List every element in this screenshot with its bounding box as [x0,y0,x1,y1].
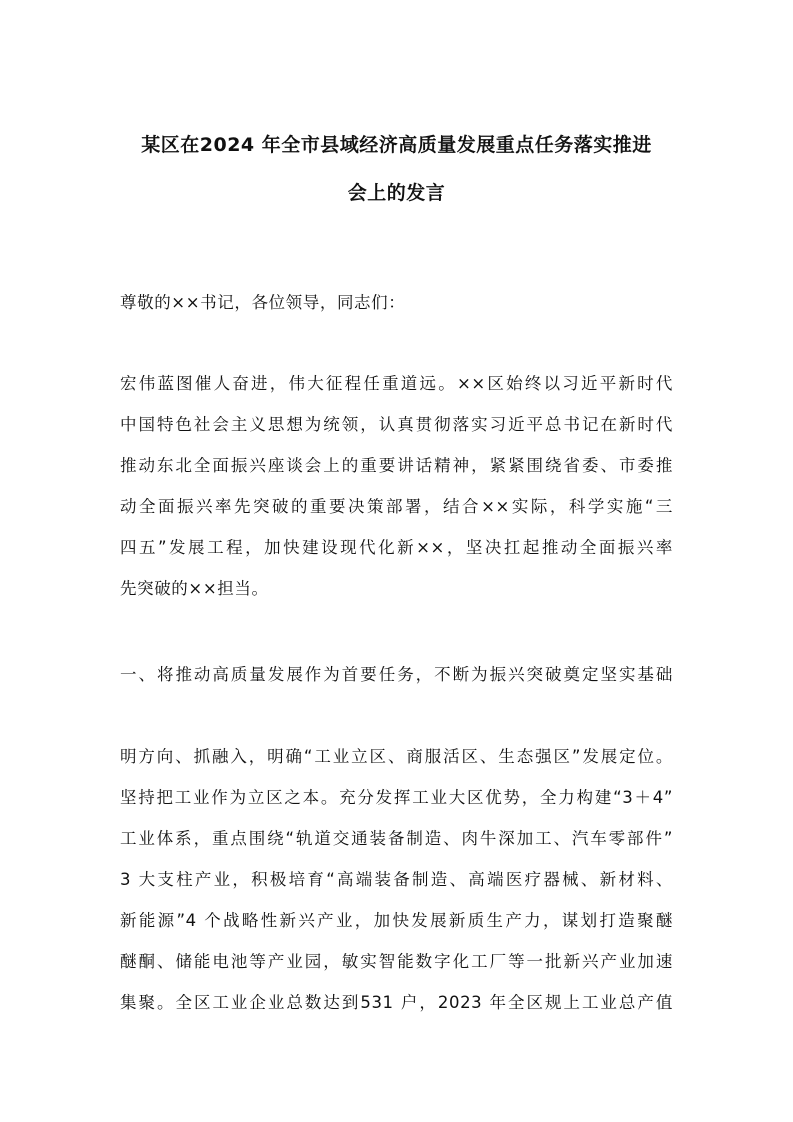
section-heading-1: 一、将推动高质量发展作为首要任务，不断为振兴突破奠定坚实基础 [120,665,673,684]
document-title-line-2: 会上的发言 [347,182,446,204]
salutation: 尊敬的××书记，各位领导，同志们： [120,293,406,312]
paragraph-1-line: 先突破的××担当。 [120,579,269,598]
paragraph-1-line: 四五”发展工程，加快建设现代化新××，坚决扛起推动全面振兴率 [120,538,673,557]
paragraph-2-line: 醚酮、储能电池等产业园，敏实智能数字化工厂等一批新兴产业加速 [120,952,673,971]
paragraph-1-line: 推动东北全面振兴座谈会上的重要讲话精神，紧紧围绕省委、市委推 [120,456,673,475]
paragraph-2-line: 集聚。全区工业企业总数达到531 户，2023 年全区规上工业总产值 [120,993,673,1012]
paragraph-1-line: 中国特色社会主义思想为统领，认真贯彻落实习近平总书记在新时代 [120,415,673,434]
paragraph-2-line: 3 大支柱产业，积极培育“高端装备制造、高端医疗器械、新材料、 [120,870,673,889]
paragraph-2-line: 工业体系，重点围绕“轨道交通装备制造、肉牛深加工、汽车零部件” [120,829,673,848]
paragraph-2-line: 明方向、抓融入，明确“工业立区、商服活区、生态强区”发展定位。 [120,747,673,766]
paragraph-2-line: 新能源”4 个战略性新兴产业，加快发展新质生产力，谋划打造聚醚 [120,911,673,930]
paragraph-1-line: 动全面振兴率先突破的重要决策部署，结合××实际，科学实施“三 [120,497,673,516]
paragraph-2-line: 坚持把工业作为立区之本。充分发挥工业大区优势，全力构建“3＋4” [120,788,673,807]
paragraph-1-line: 宏伟蓝图催人奋进，伟大征程任重道远。××区始终以习近平新时代 [120,374,673,393]
document-title-line-1: 某区在2024 年全市县域经济高质量发展重点任务落实推进 [141,134,652,156]
